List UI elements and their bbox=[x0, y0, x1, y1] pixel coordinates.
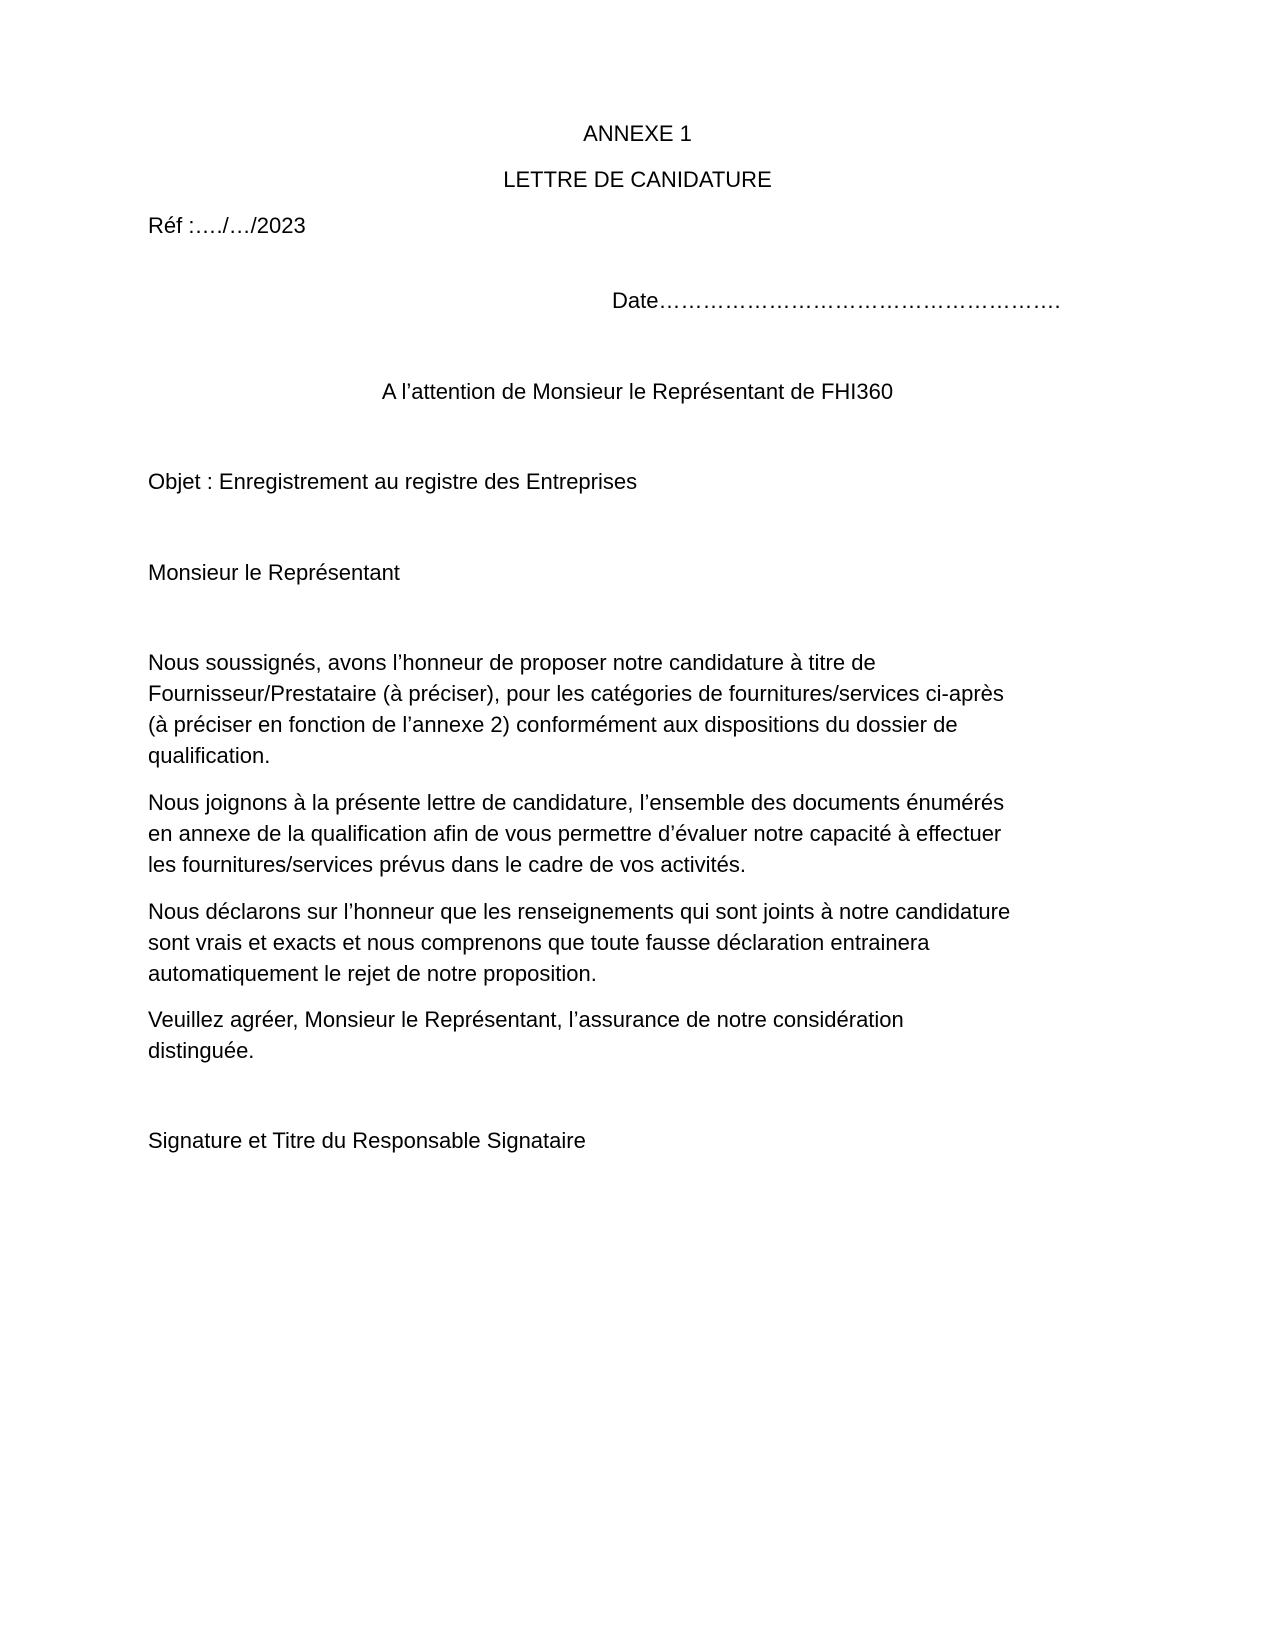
letter-title: LETTRE DE CANIDATURE bbox=[503, 167, 772, 192]
subject-line: Objet : Enregistrement au registre des Entreprises bbox=[148, 469, 638, 494]
date-line: Date………………………………………………. bbox=[612, 288, 1061, 313]
reference-line: Réf :…./…/2023 bbox=[148, 213, 306, 238]
paragraph-line: (à préciser en fonction de l’annexe 2) conformément aux dispositions du dossier de bbox=[148, 712, 958, 737]
paragraph-closing bbox=[148, 1004, 1148, 1066]
paragraph-line: Veuillez agréer, Monsieur le Représentant, l’assurance de notre considération bbox=[148, 1007, 904, 1032]
attention-line: A l’attention de Monsieur le Représentant de FHI360 bbox=[381, 379, 894, 404]
paragraph-line: Nous déclarons sur l’honneur que les renseignements qui sont joints à notre candidature bbox=[148, 899, 1011, 924]
paragraph-line: qualification. bbox=[148, 743, 271, 768]
paragraph-line: sont vrais et exacts et nous comprenons que toute fausse déclaration entrainera bbox=[148, 930, 930, 955]
annex-heading: ANNEXE 1 bbox=[583, 121, 692, 146]
paragraph-line: en annexe de la qualification afin de vous permettre d’évaluer notre capacité à effectuer bbox=[148, 821, 1002, 846]
signature-line: Signature et Titre du Responsable Signataire bbox=[148, 1128, 586, 1153]
paragraph-line: les fournitures/services prévus dans le cadre de vos activités. bbox=[148, 852, 746, 877]
paragraph-line: Nous joignons à la présente lettre de candidature, l’ensemble des documents énumérés bbox=[148, 790, 1005, 815]
paragraph-line: distinguée. bbox=[148, 1038, 255, 1063]
paragraph-declaration bbox=[148, 896, 1148, 989]
salutation: Monsieur le Représentant bbox=[148, 560, 400, 585]
paragraph-candidature bbox=[148, 647, 1148, 771]
paragraph-documents bbox=[148, 787, 1148, 880]
paragraph-line: automatiquement le rejet de notre proposition. bbox=[148, 961, 597, 986]
paragraph-line: Fournisseur/Prestataire (à préciser), pour les catégories de fournitures/services ci-après bbox=[148, 681, 1004, 706]
paragraph-line: Nous soussignés, avons l’honneur de proposer notre candidature à titre de bbox=[148, 650, 876, 675]
